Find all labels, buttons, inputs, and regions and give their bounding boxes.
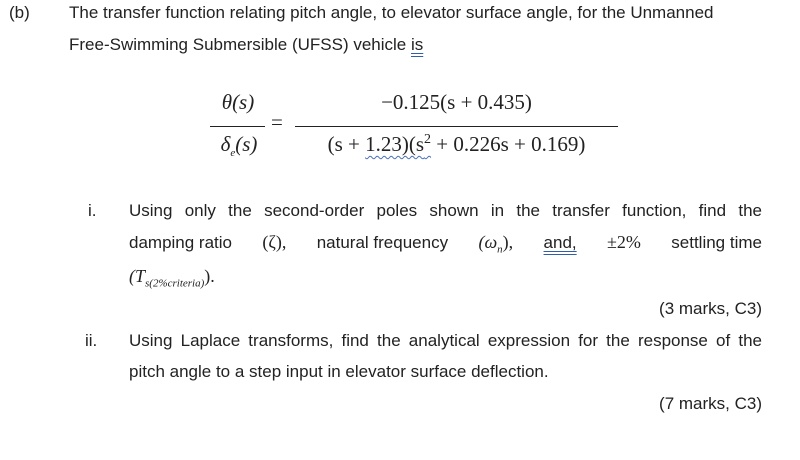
delta-symbol: δ: [220, 132, 231, 156]
rhs-den-square: 2: [424, 132, 432, 147]
intro-line-1: The transfer function relating pitch angle, to elevator surface angle, for the Unmanned: [69, 3, 714, 22]
part-label: (b): [9, 3, 30, 22]
rhs-fraction-bar: [295, 126, 618, 127]
q1-omega-close: ),: [502, 232, 514, 252]
q1-omega-n: [478, 232, 513, 260]
q1-ts-subscript: s(2%criteria): [145, 277, 205, 290]
lhs-numerator: θ(s): [221, 90, 255, 114]
lhs-fraction-bar: [210, 126, 265, 127]
q1-natural-frequency-text: natural frequency: [316, 233, 449, 252]
lhs-den-arg: (s): [235, 132, 258, 156]
rhs-den-flagged-text: 1.23)(s: [365, 132, 425, 156]
intro-line-2-text: Free-Swimming Submersible (UFSS) vehicle: [69, 35, 411, 54]
delta-subscript: e: [230, 147, 236, 160]
question-i-marks: (3 marks, C3): [659, 299, 762, 318]
rhs-den-pre: (s +: [327, 132, 366, 156]
question-ii-marks: (7 marks, C3): [659, 394, 762, 413]
question-i-numeral: i.: [88, 201, 97, 220]
question-ii-line-1: Using Laplace transforms, find the analytical expression for the response of the: [129, 331, 762, 350]
rhs-den-post: + 0.226s + 0.169): [431, 132, 586, 156]
q1-ts-symbol: (T: [129, 266, 146, 286]
intro-line-2: [69, 35, 423, 55]
q1-settling-time-text: settling time: [671, 233, 762, 252]
q1-two-percent: ±2%: [607, 232, 641, 252]
question-i-line-2: [129, 232, 762, 260]
q1-zeta: (ζ),: [262, 232, 287, 252]
rhs-denominator: [296, 132, 617, 157]
q1-omega-subscript: n: [497, 243, 503, 256]
q1-omega-symbol: (ω: [478, 232, 498, 252]
rhs-numerator: −0.125(s + 0.435): [381, 90, 532, 114]
lhs-denominator: [210, 132, 268, 159]
question-ii-line-2: pitch angle to a step input in elevator surface deflection.: [129, 362, 549, 381]
question-i-line-3: [129, 266, 215, 294]
equals-sign: =: [271, 110, 283, 134]
intro-is-word: is: [410, 35, 424, 54]
question-i-line-1: Using only the second-order poles shown in the transfer function, find the: [129, 201, 762, 220]
q1-and-word: and,: [543, 233, 577, 252]
rhs-den-flagged: [365, 132, 431, 156]
question-ii-numeral: ii.: [85, 331, 98, 350]
q1-ts-close: ).: [204, 266, 215, 286]
q1-damping-ratio-text: damping ratio: [129, 233, 233, 252]
